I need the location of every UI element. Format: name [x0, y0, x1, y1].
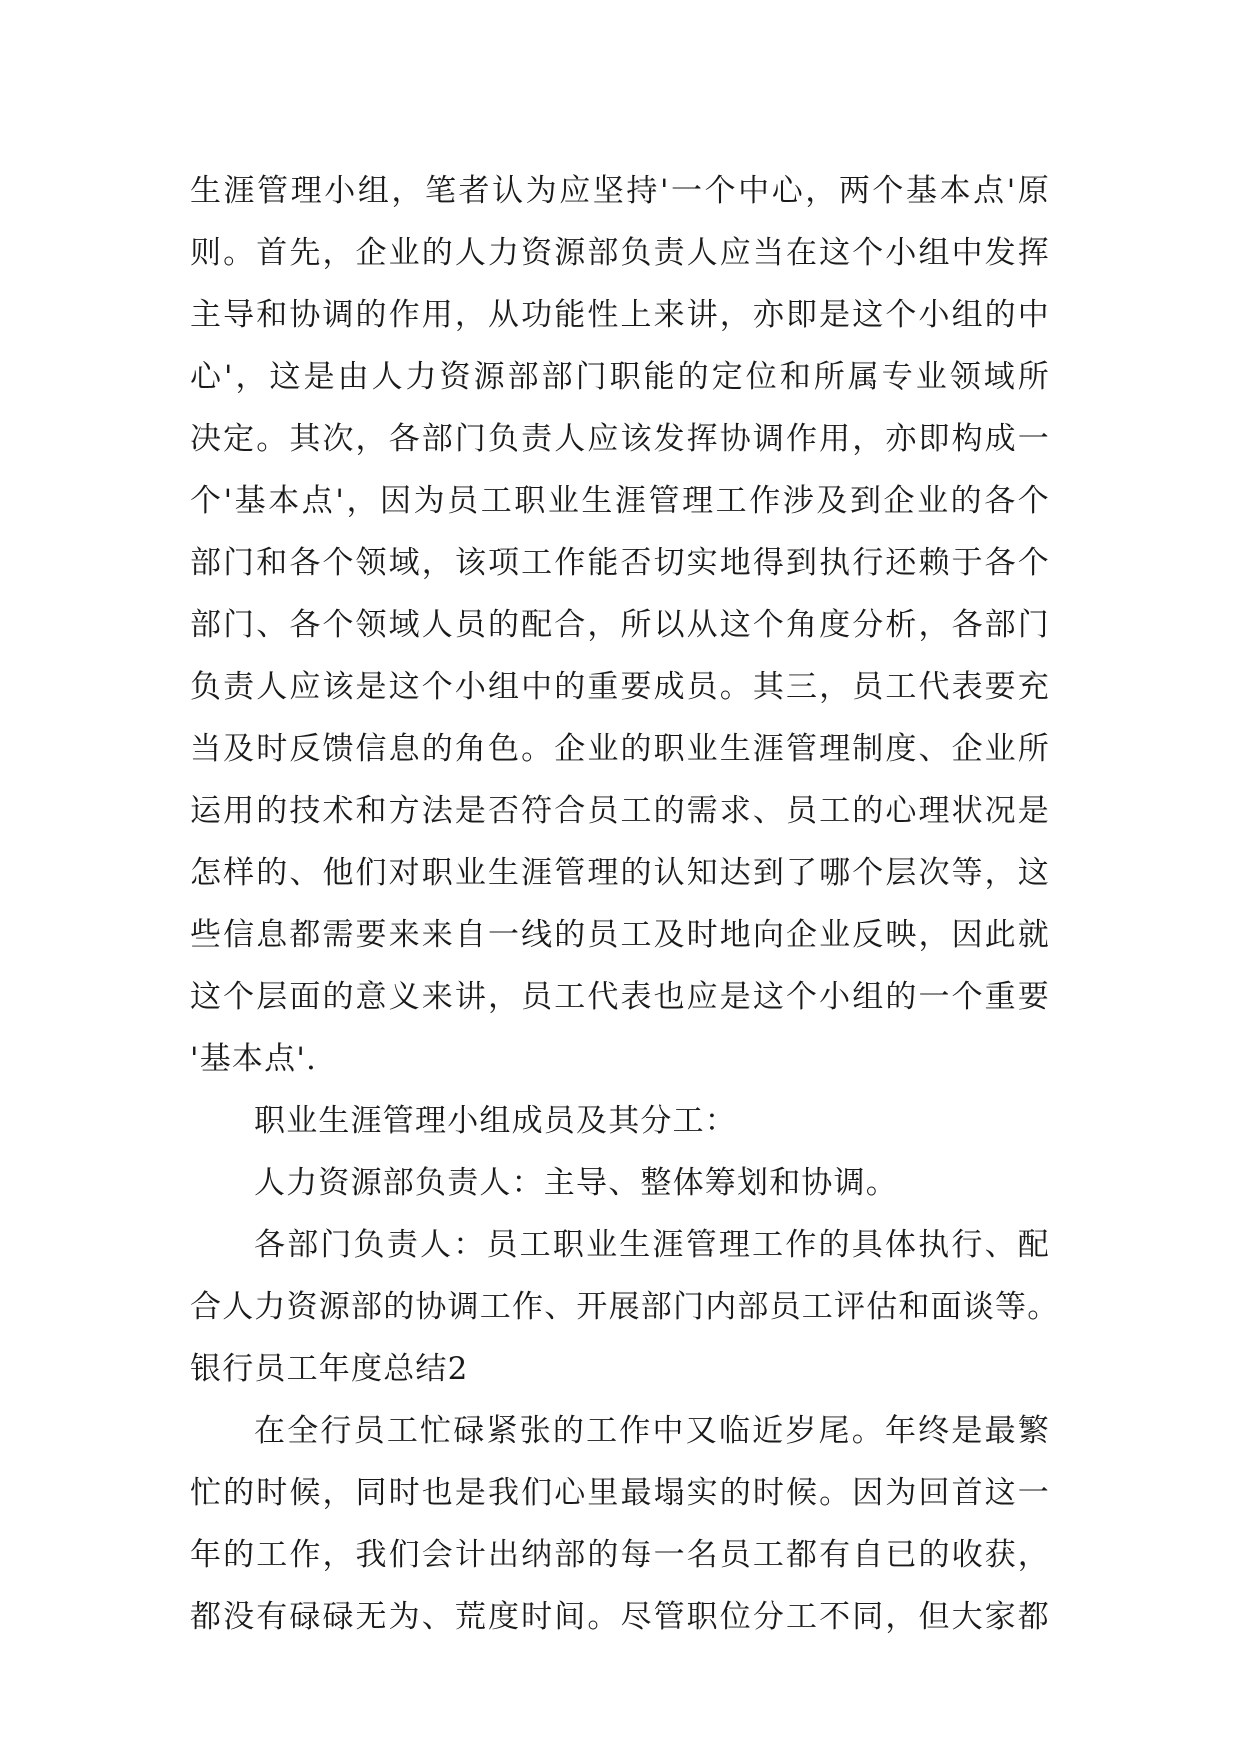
paragraph-line: 这个层面的意义来讲，员工代表也应是这个小组的一个重要 [190, 979, 1050, 1015]
paragraph-line: 个'基本点'，因为员工职业生涯管理工作涉及到企业的各个 [190, 483, 1050, 519]
paragraph-line: 年的工作，我们会计出纳部的每一名员工都有自已的收获， [190, 1537, 1050, 1573]
paragraph-line: 部门和各个领域，该项工作能否切实地得到执行还赖于各个 [190, 545, 1050, 581]
list-item: 人力资源部负责人：主导、整体筹划和协调。 [254, 1165, 898, 1201]
paragraph-line: 部门、各个领域人员的配合，所以从这个角度分析，各部门 [190, 607, 1050, 643]
paragraph-line: 运用的技术和方法是否符合员工的需求、员工的心理状况是 [190, 793, 1050, 829]
document-body [190, 160, 1060, 1648]
paragraph-line: 些信息都需要来来自一线的员工及时地向企业反映，因此就 [190, 917, 1050, 953]
paragraph-line: 在全行员工忙碌紧张的工作中又临近岁尾。年终是最繁 [254, 1413, 1050, 1449]
section-heading: 职业生涯管理小组成员及其分工： [254, 1103, 737, 1139]
paragraph-line: 决定。其次，各部门负责人应该发挥协调作用，亦即构成一 [190, 421, 1050, 457]
paragraph-line: 忙的时候，同时也是我们心里最塌实的时候。因为回首这一 [190, 1475, 1050, 1511]
paragraph-line: 主导和协调的作用，从功能性上来讲，亦即是这个小组的中 [190, 297, 1050, 333]
paragraph-line: 生涯管理小组，笔者认为应坚持'一个中心，两个基本点'原 [190, 173, 1050, 209]
paragraph-line: 怎样的、他们对职业生涯管理的认知达到了哪个层次等，这 [190, 855, 1050, 891]
paragraph-line: 合人力资源部的协调工作、开展部门内部员工评估和面谈等。 [190, 1289, 1060, 1325]
paragraph-line: '基本点'. [190, 1041, 318, 1077]
paragraph-line: 负责人应该是这个小组中的重要成员。其三，员工代表要充 [190, 669, 1050, 705]
paragraph-line: 当及时反馈信息的角色。企业的职业生涯管理制度、企业所 [190, 731, 1050, 767]
document-title: 银行员工年度总结2 [190, 1351, 469, 1387]
paragraph-line: 都没有碌碌无为、荒度时间。尽管职位分工不同，但大家都 [190, 1599, 1050, 1635]
list-item: 各部门负责人：员工职业生涯管理工作的具体执行、配 [254, 1227, 1050, 1263]
paragraph-line: 心'，这是由人力资源部部门职能的定位和所属专业领域所 [190, 359, 1050, 395]
paragraph-line: 则。首先，企业的人力资源部负责人应当在这个小组中发挥 [190, 235, 1050, 271]
